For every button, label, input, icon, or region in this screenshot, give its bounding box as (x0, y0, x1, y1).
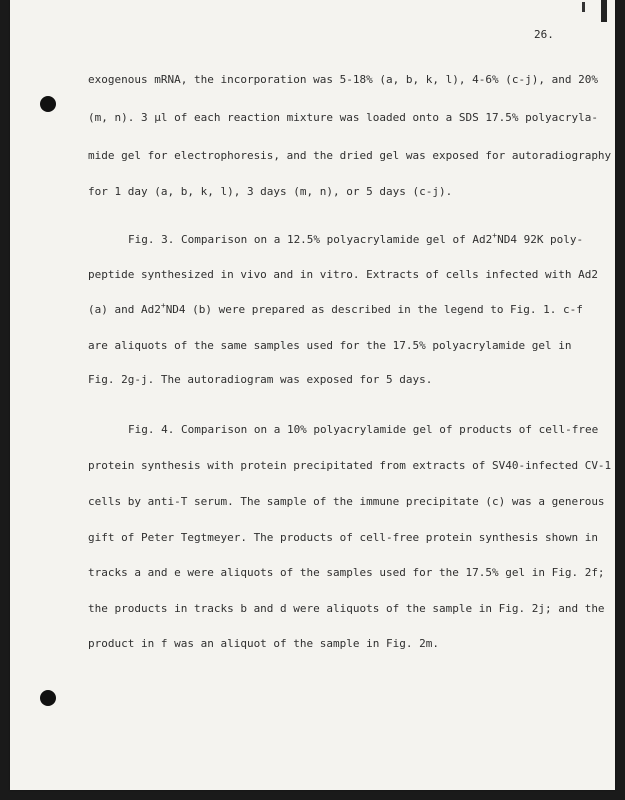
text-line: exogenous mRNA, the incorporation was 5-18% (a, b, k, l), 4-6% (c-j), and 20% (88, 73, 598, 86)
text-line: (a) and Ad2+ND4 (b) were prepared as described in the legend to Fig. 1. c-f (88, 301, 583, 316)
page-edge-tick (582, 2, 585, 12)
text-line: Fig. 3. Comparison on a 12.5% polyacrylamide gel of Ad2+ND4 92K poly- (128, 231, 584, 246)
text-line: the products in tracks b and d were aliquots of the sample in Fig. 2j; and the (88, 602, 605, 615)
text-line: peptide synthesized in vivo and in vitro. Extracts of cells infected with Ad2 (88, 268, 598, 281)
page-number: 26. (534, 28, 554, 41)
text-line: cells by anti-T serum. The sample of the immune precipitate (c) was a generous (88, 495, 605, 508)
text-line: mide gel for electrophoresis, and the dried gel was exposed for autoradiography (88, 149, 612, 162)
text-line: product in f was an aliquot of the sample in Fig. 2m. (88, 637, 439, 650)
text-line: gift of Peter Tegtmeyer. The products of cell-free protein synthesis shown in (88, 531, 598, 544)
text-line: protein synthesis with protein precipitated from extracts of SV40-infected CV-1 (88, 459, 612, 472)
text-line: (m, n). 3 µl of each reaction mixture was loaded onto a SDS 17.5% polyacryla- (88, 111, 598, 124)
text-line: are aliquots of the same samples used for the 17.5% polyacrylamide gel in (88, 339, 572, 352)
page-edge-mark (601, 0, 607, 22)
text-line: Fig. 2g-j. The autoradiogram was exposed for 5 days. (88, 373, 433, 386)
document-page (10, 0, 615, 790)
text-line: tracks a and e were aliquots of the samples used for the 17.5% gel in Fig. 2f; (88, 566, 605, 579)
text-line: Fig. 4. Comparison on a 10% polyacrylamide gel of products of cell-free (128, 423, 599, 436)
punch-hole-bottom (40, 690, 56, 706)
text-line: for 1 day (a, b, k, l), 3 days (m, n), or 5 days (c-j). (88, 185, 453, 198)
punch-hole-top (40, 96, 56, 112)
